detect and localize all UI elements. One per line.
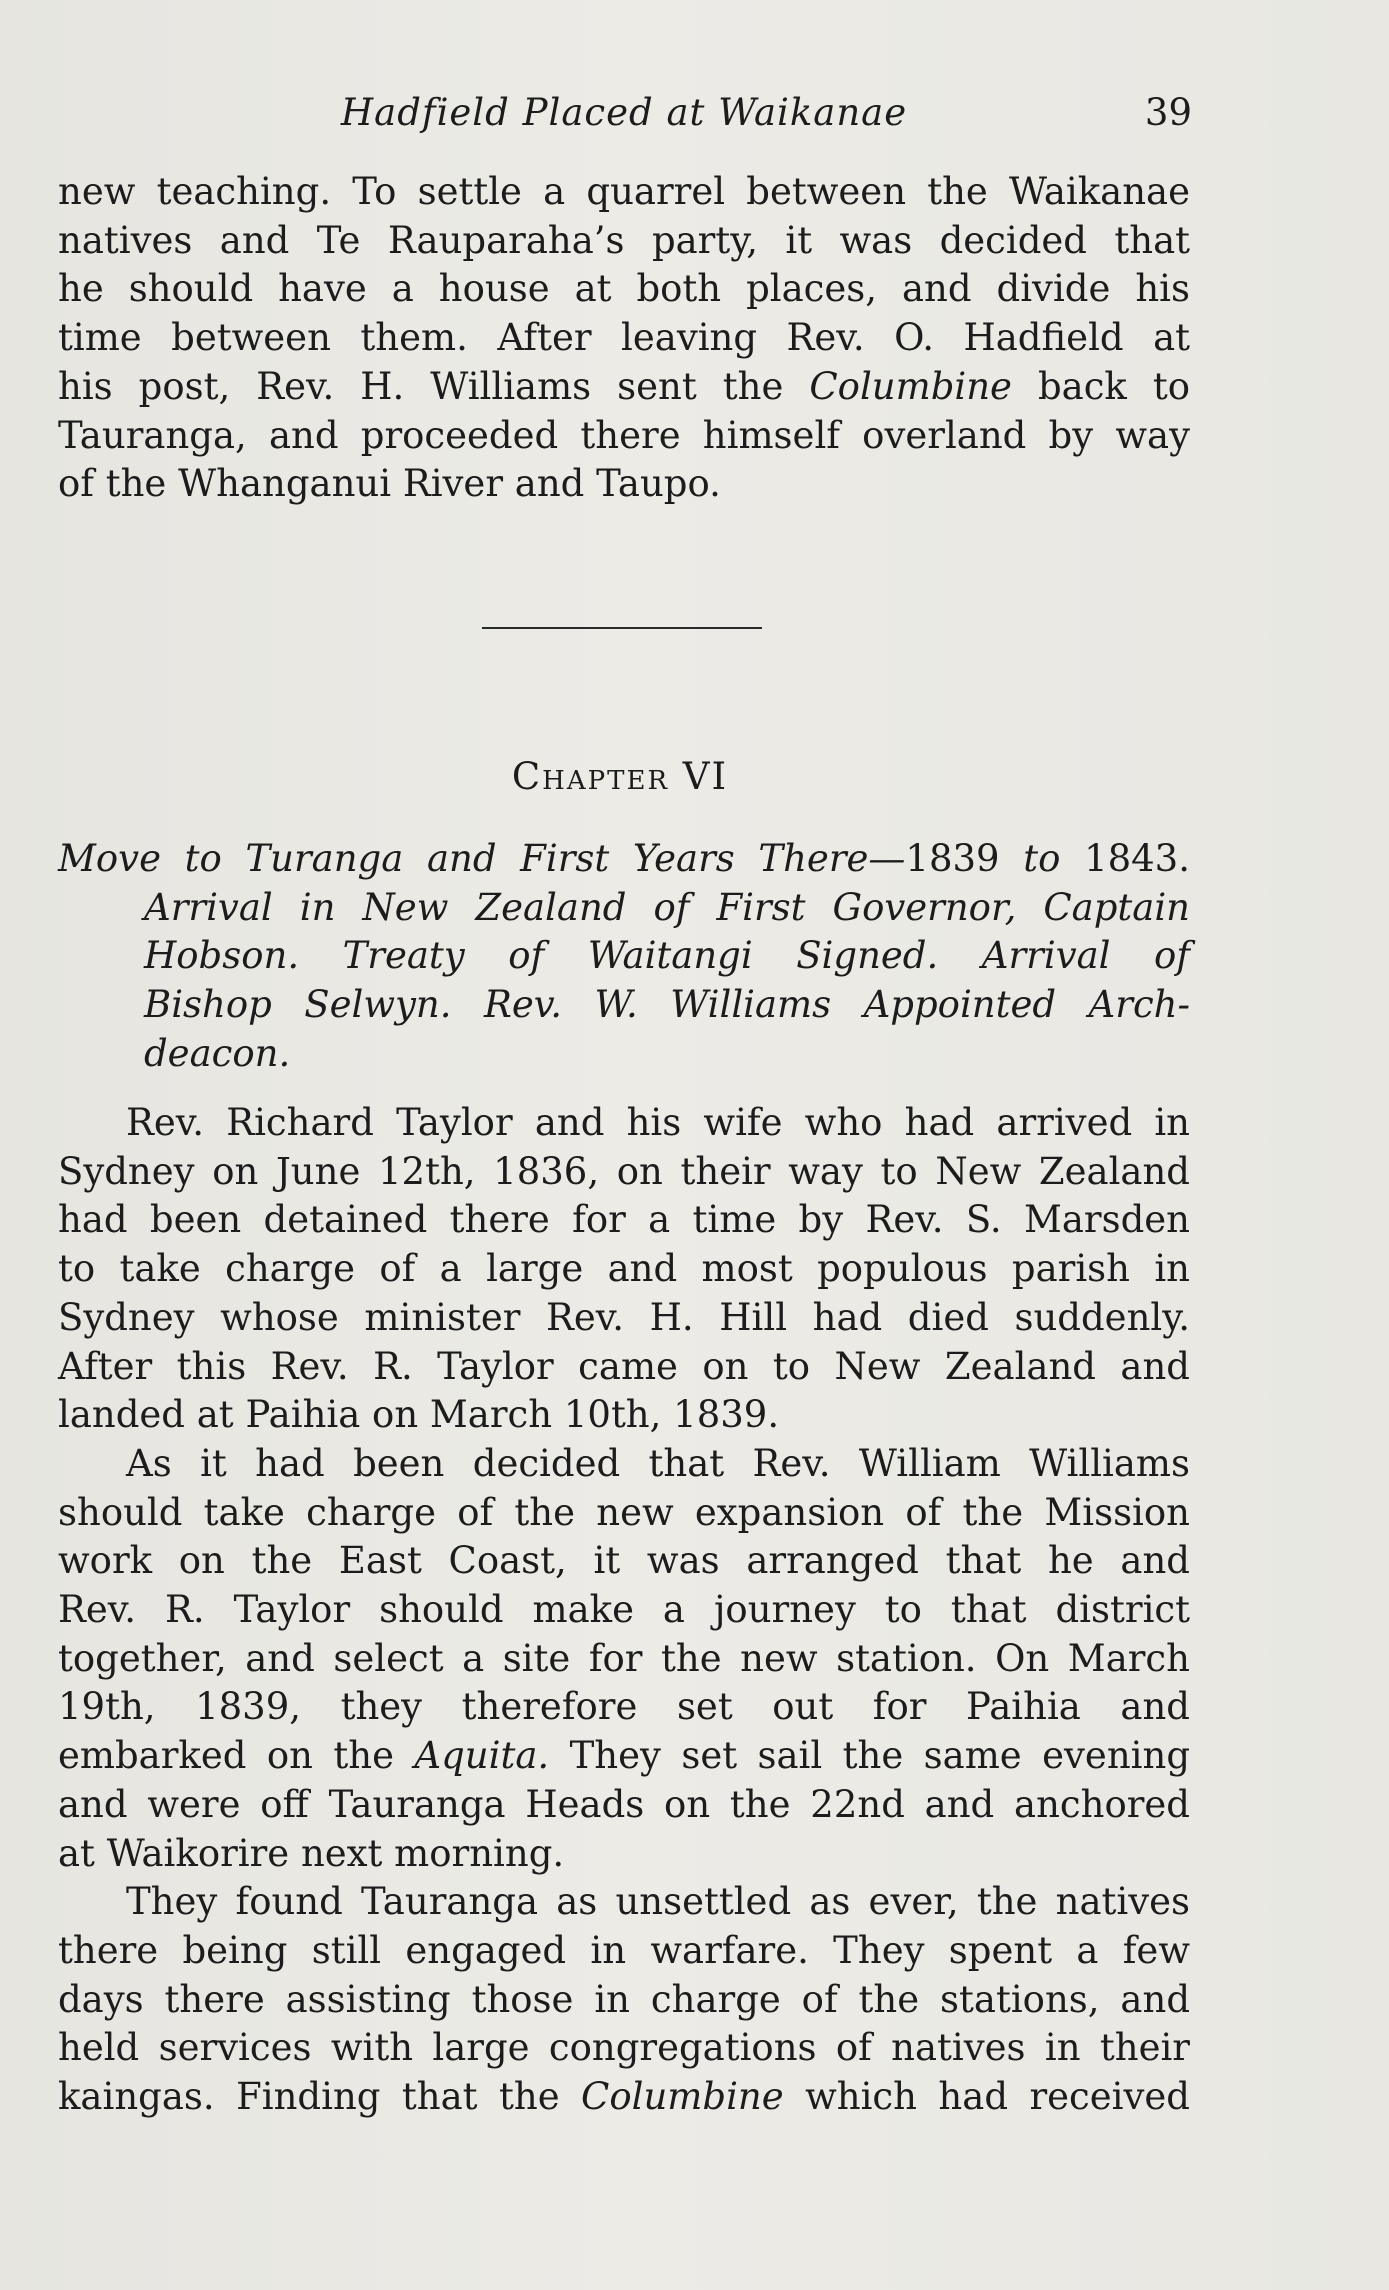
top-paragraph	[58, 168, 1190, 509]
text-line: natives and Te Rauparaha’s party, it was decided that	[58, 218, 1190, 262]
synopsis-line: Arrival in New Zealand of First Governor, Captain	[144, 885, 1190, 929]
chapter-heading: Chapter VI	[511, 755, 729, 798]
text-line: work on the East Coast, it was arranged that he and	[58, 1539, 1190, 1583]
text-line: his post, Rev. H. Williams sent the Columbine back to	[58, 364, 1190, 408]
chapter-synopsis	[58, 835, 1190, 1079]
text-line: kaingas. Finding that the Columbine which had received	[58, 2075, 1190, 2119]
text-line: landed at Paihia on March 10th, 1839.	[58, 1393, 780, 1437]
text-line: held services with large congregations of natives in their	[58, 2026, 1190, 2070]
text-line: to take charge of a large and most populous parish in	[58, 1247, 1190, 1291]
text-line: embarked on the Aquita. They set sail the same evening	[58, 1734, 1190, 1778]
text-line: there being still engaged in warfare. They spent a few	[58, 1928, 1190, 1972]
ship-name: Aquita.	[414, 1734, 550, 1778]
synopsis-line: Hobson. Treaty of Waitangi Signed. Arrival of	[144, 934, 1190, 978]
page-number: 39	[1144, 91, 1192, 134]
text-line: They found Tauranga as unsettled as ever, the natives	[126, 1880, 1190, 1924]
text-line: new teaching. To settle a quarrel between the Waikanae	[58, 170, 1190, 213]
ship-name: Columbine	[581, 2075, 784, 2119]
text-line: had been detained there for a time by Rev. S. Marsden	[58, 1198, 1190, 1242]
text-line: time between them. After leaving Rev. O. Hadfield at	[58, 316, 1190, 360]
ship-name: Columbine	[809, 364, 1012, 408]
text-line: of the Whanganui River and Taupo.	[58, 462, 721, 506]
running-title: Hadfield Placed at Waikanae	[340, 91, 908, 134]
text-line: Rev. R. Taylor should make a journey to that district	[58, 1588, 1190, 1632]
text-line: he should have a house at both places, and divide his	[58, 267, 1190, 311]
running-head	[56, 88, 1192, 138]
text-line: days there assisting those in charge of the stations, and	[58, 1977, 1190, 2021]
text-line: After this Rev. R. Taylor came on to New Zealand and	[58, 1344, 1190, 1388]
text-line: 19th, 1839, they therefore set out for Paihia and	[58, 1685, 1190, 1729]
synopsis-line: Move to Turanga and First Years There—1839 to 1843.	[58, 837, 1190, 880]
synopsis-line: deacon.	[144, 1031, 291, 1075]
text-line: together, and select a site for the new station. On March	[58, 1636, 1190, 1680]
text-line: Rev. Richard Taylor and his wife who had arrived in	[126, 1101, 1190, 1144]
text-line: Tauranga, and proceeded there himself overland by way	[58, 413, 1190, 457]
synopsis-line: Bishop Selwyn. Rev. W. Williams Appointed Arch-	[144, 983, 1190, 1027]
text-line: and were off Tauranga Heads on the 22nd and anchored	[58, 1782, 1190, 1826]
body-paragraph	[58, 1099, 1190, 2122]
section-divider	[482, 627, 762, 629]
text-line: As it had been decided that Rev. William Williams	[126, 1441, 1190, 1485]
text-line: Sydney on June 12th, 1836, on their way to New Zealand	[58, 1149, 1190, 1193]
text-line: should take charge of the new expansion of the Mission	[58, 1490, 1190, 1534]
text-line: Sydney whose minister Rev. H. Hill had died suddenly.	[58, 1295, 1190, 1339]
text-line: at Waikorire next morning.	[58, 1831, 565, 1875]
